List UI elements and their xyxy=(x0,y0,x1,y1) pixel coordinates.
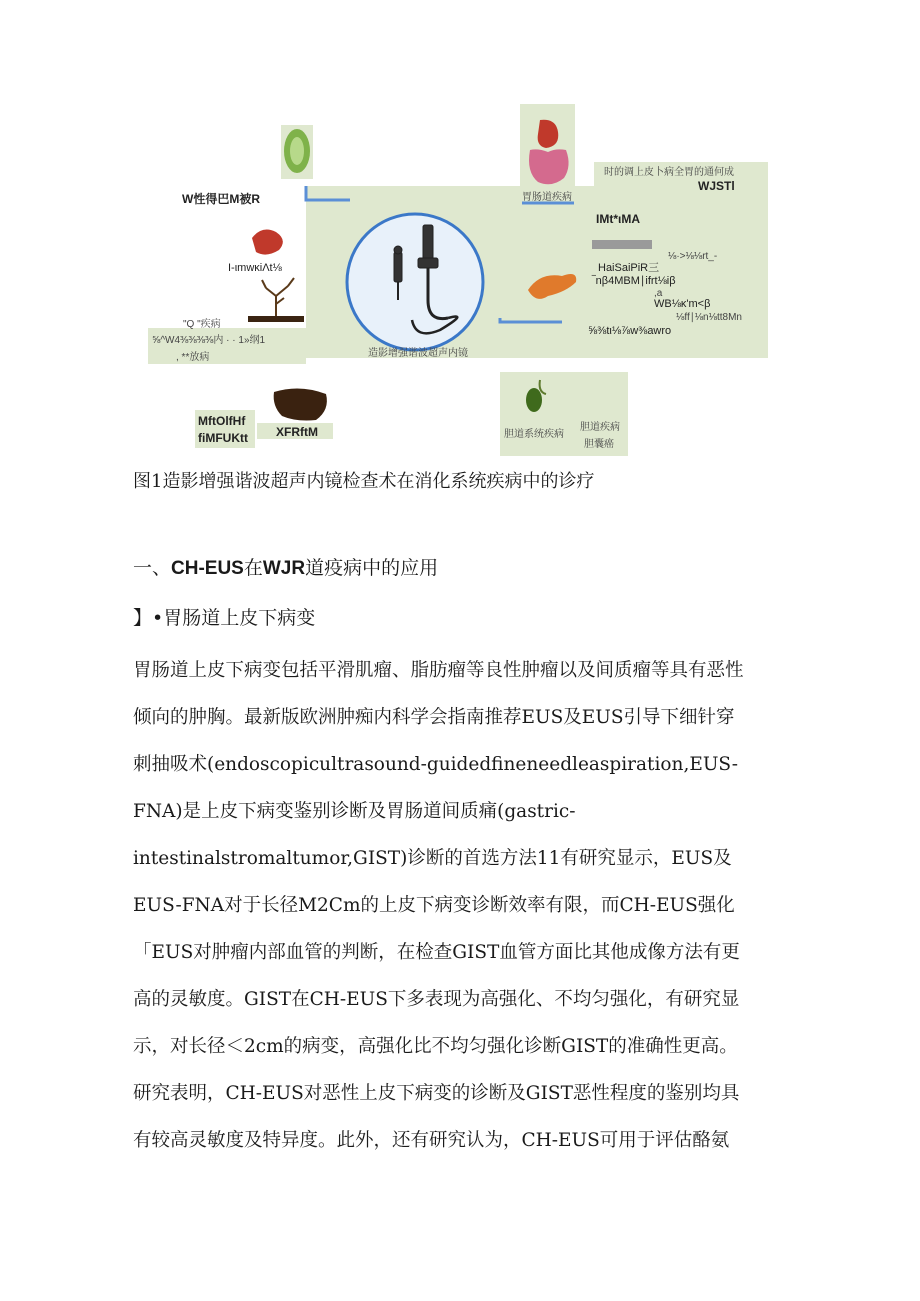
stomach-icon xyxy=(529,120,569,185)
spleen-icon xyxy=(284,129,310,173)
label-liver-3: XFRftM xyxy=(276,425,318,439)
heading-suffix: 道疫病中的应用 xyxy=(305,557,439,579)
figure-caption: 图1造影增强谐波超声内镜检查术在消化系统疾病中的诊疗 xyxy=(133,471,595,492)
label-pancreas-6: ⅛ff∣⅛n⅛tt8Mn xyxy=(676,312,742,323)
label-center: 造影增强谐波超声内镜 xyxy=(368,348,468,359)
label-gallbladder-3: 胆囊癌 xyxy=(584,439,614,450)
gallbladder-icon xyxy=(526,380,546,412)
label-tree-1: "Q "疾病 xyxy=(183,319,221,330)
label-pancreas-3: ‾nβ4MBM∣ifrt⅛iβ xyxy=(592,275,676,287)
diagnosis-figure xyxy=(0,0,920,500)
body-line: 倾向的肿胸。最新版欧洲肿痴内科学会指南推荐EUS及EUS引导下细针穿 xyxy=(133,707,735,728)
connector-line-right-bottom xyxy=(500,318,562,322)
label-imt: IMt*ιMA xyxy=(596,212,640,226)
body-line: 研究表明，CH-EUS对恶性上皮下病变的诊断及GIST恶性程度的鉴别均具 xyxy=(133,1083,740,1104)
label-gallbladder-2: 胆道疾病 xyxy=(580,422,620,433)
body-line: 「EUS对肿瘤内部血管的判断，在检查GIST血管方面比其他成像方法有更 xyxy=(133,942,740,963)
body-line: FNA)是上皮下病变鉴别诊断及胃肠道间质痛(gastric- xyxy=(133,801,576,822)
label-gallbladder-1: 胆道系统疾病 xyxy=(504,429,564,440)
heading-prefix: 一、 xyxy=(133,557,172,579)
label-spleen: W性得巴M被R xyxy=(182,192,260,206)
label-pancreas-7: ⅝⅜tι⅛⅞w⅜awro xyxy=(588,325,672,337)
pancreas-icon xyxy=(528,274,576,299)
label-pancreas-4: ,a xyxy=(654,288,663,299)
label-right-top-2: WJSTl xyxy=(698,179,735,193)
liver-icon xyxy=(274,388,327,420)
section-heading xyxy=(133,553,438,580)
heading-mid: 在 xyxy=(243,557,263,579)
body-line: 高的灵敏度。GIST在CH-EUS下多表现为高强化、不均匀强化，有研究显 xyxy=(133,989,740,1010)
tree-icon xyxy=(248,278,304,322)
label-tree-3: , **放病 xyxy=(176,352,210,363)
label-pancreas-2: HaiSaiPiR三 xyxy=(598,262,660,274)
body-line: 刺抽吸术(endoscopicultrasound-guidedfineneedleaspiration,EUS- xyxy=(133,754,739,775)
label-tree-2: ⅝^W4⅜⅜⅜⅜内 · · 1»纲1 xyxy=(152,335,266,346)
label-small-organ: I-ιmwκiΛt⅛ xyxy=(228,262,282,274)
body-line: intestinalstromaltumor,GIST)诊断的首选方法11有研究显示，EUS及 xyxy=(133,848,732,869)
label-liver-2: fiMFUKtt xyxy=(198,431,248,445)
body-line: 有较高灵敏度及特异度。此外，还有研究认为，CH-EUS可用于评估酪氨 xyxy=(133,1130,730,1151)
sub-heading: 】•胃肠道上皮下病变 xyxy=(133,607,316,629)
label-pancreas-1: ⅛·>⅛⅛rt_- xyxy=(668,251,718,262)
heading-term-b: WJR xyxy=(262,558,306,579)
grey-bar xyxy=(592,240,652,249)
connector-line-left xyxy=(306,186,350,200)
body-line: 胃肠道上皮下病变包括平滑肌瘤、脂肪瘤等良性肿瘤以及间质瘤等具有恶性 xyxy=(133,660,744,681)
endoscope-circle-icon xyxy=(0,0,920,500)
label-right-top-1: 时的调上皮卜病全胃的通何成 xyxy=(604,167,734,178)
label-liver-1: MftOlfHf xyxy=(198,414,246,428)
body-paragraph xyxy=(133,647,793,1164)
label-stomach: 胃肠道疾病 xyxy=(522,192,572,203)
red-organ-icon xyxy=(252,230,283,255)
body-line: EUS-FNA对于长径M2Cm的上皮下病变诊断效率有限，而CH-EUS强化 xyxy=(133,895,735,916)
body-line: 示，对长径＜2cm的病变，高强化比不均匀强化诊断GIST的准确性更高。 xyxy=(133,1036,738,1057)
heading-term-a: CH-EUS xyxy=(171,558,244,579)
label-pancreas-5: WB⅛κ'm<β xyxy=(654,298,711,310)
